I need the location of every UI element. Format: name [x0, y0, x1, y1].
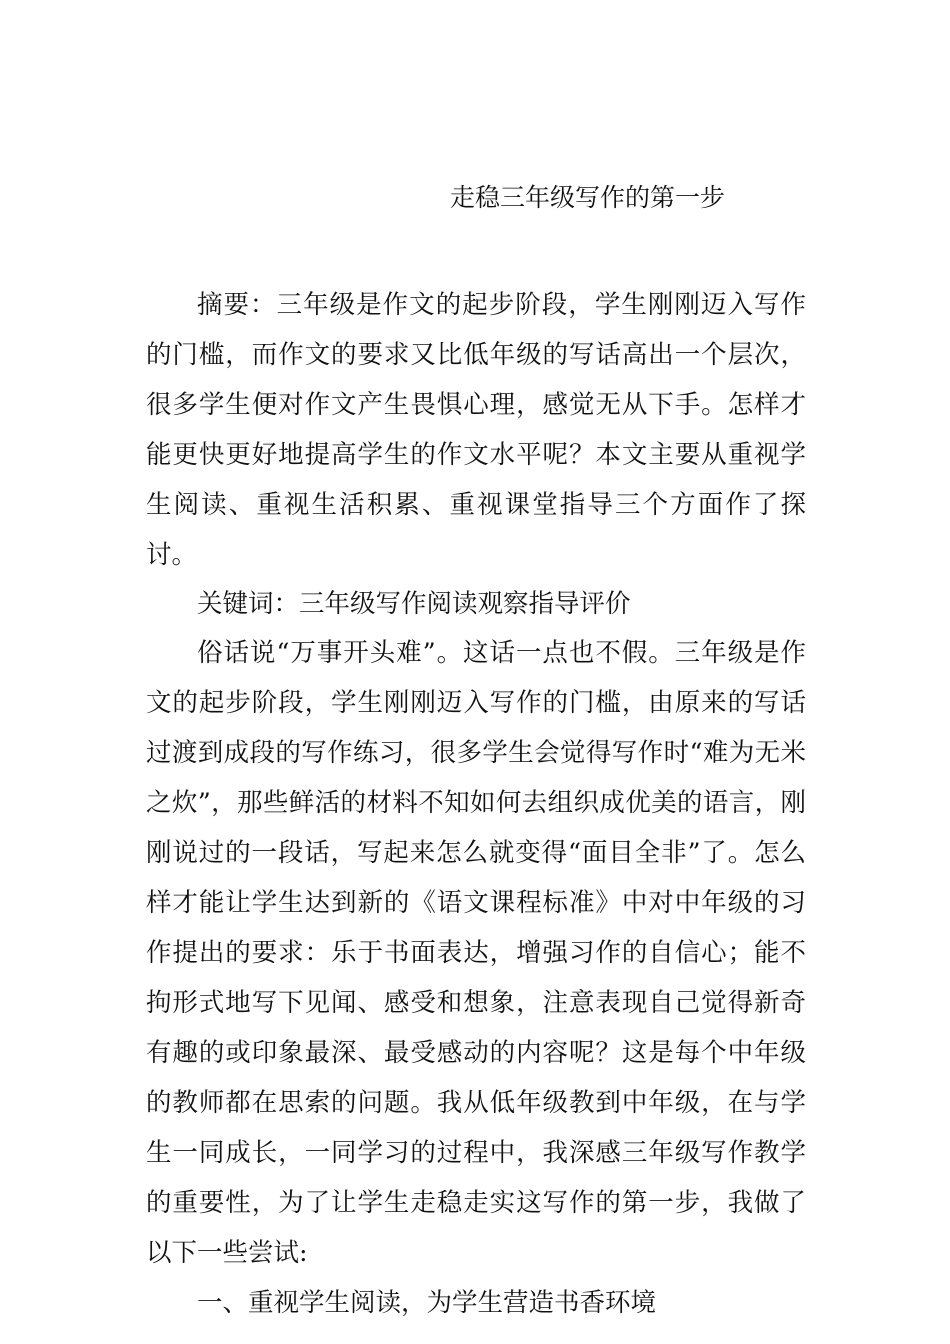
document-body — [146, 280, 806, 1328]
keywords-line: 关键词：三年级写作阅读观察指导评价 — [197, 589, 631, 619]
abstract-paragraph: 摘要：三年级是作文的起步阶段，学生刚刚迈入写作的门槛，而作文的要求又比低年级的写话高出一个层次，很多学生便对作文产生畏惧心理，感觉无从下手。怎样才能更快更好地提高学生的作文水平呢？本文主要从重视学生阅读、重视生活积累、重视课堂指导三个方面作了探讨。 — [146, 290, 806, 570]
intro-paragraph: 俗话说“万事开头难”。这话一点也不假。三年级是作文的起步阶段，学生刚刚迈入写作的门槛，由原来的写话过渡到成段的写作练习，很多学生会觉得写作时“难为无米之炊”，那些鲜活的材料不知如何去组织成优美的语言，刚刚说过的一段话，写起来怎么就变得“面目全非”了。怎么样才能让学生达到新的《语文课程标准》中对中年级的习作提出的要求：乐于书面表达，增强习作的自信心；能不拘形式地写下见闻、感受和想象，注意表现自己觉得新奇有趣的或印象最深、最受感动的内容呢？这是每个中年级的教师都在思索的问题。我从低年级教到中年级，在与学生一同成长，一同学习的过程中，我深感三年级写作教学的重要性，为了让学生走稳走实这写作的第一步，我做了以下一些尝试: — [146, 638, 806, 1268]
document-title: 走稳三年级写作的第一步 — [450, 183, 726, 212]
section-heading: 一、重视学生阅读，为学生营造书香环境 — [197, 1288, 657, 1318]
